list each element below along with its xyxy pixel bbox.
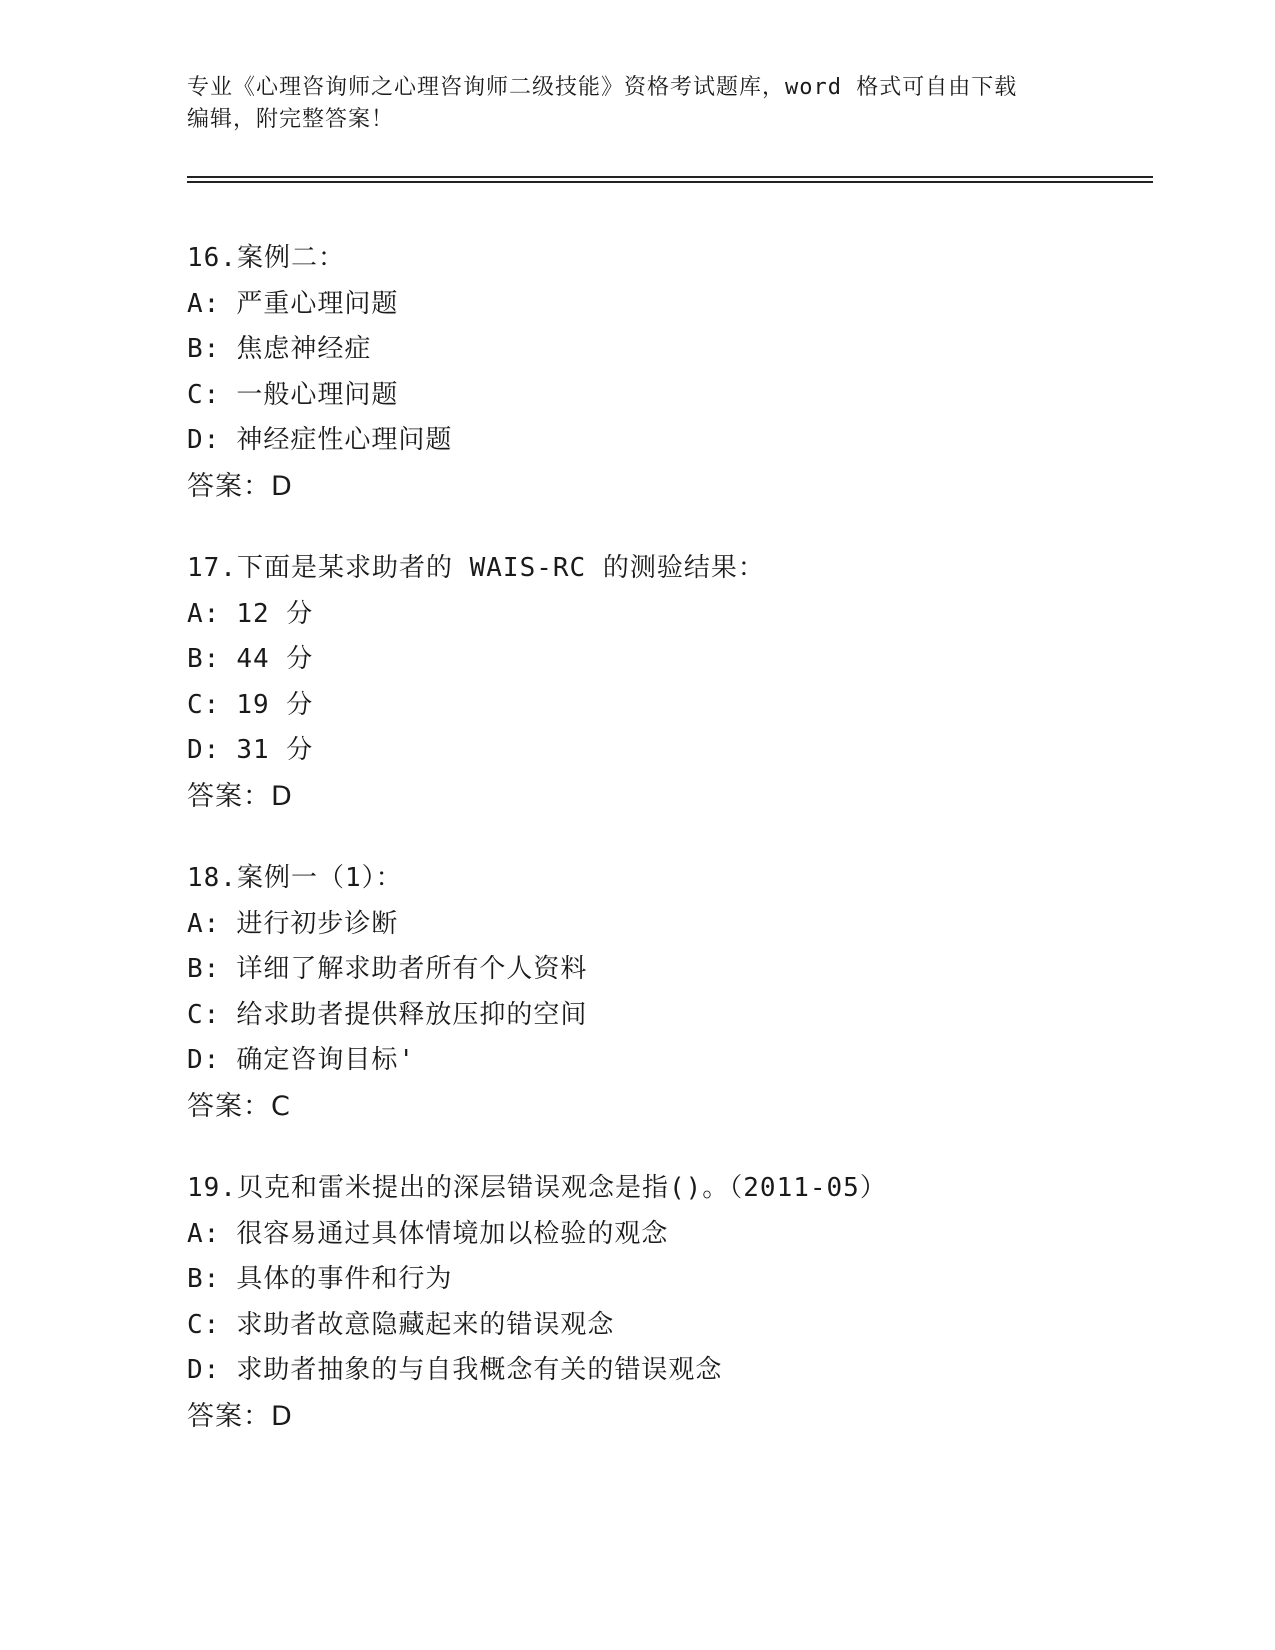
option-text: 严重心理问题 [236,288,399,319]
option-text: 求助者故意隐藏起来的错误观念 [236,1309,615,1340]
option-letter: A: [187,908,221,939]
option-a [187,592,1187,638]
question-stem: 19.贝克和雷米提出的深层错误观念是指()。（2011-05） [187,1173,887,1203]
option-text: 44 分 [236,644,314,674]
answer-line: 答案：C [187,1090,291,1122]
option-c [187,683,1187,729]
option-letter: C: [187,1309,221,1340]
answer-line: 答案：D [187,1400,293,1432]
option-c [187,1303,1187,1349]
option-text: 神经症性心理问题 [236,425,453,455]
question-16 [187,236,1187,509]
option-text: 求助者抽象的与自我概念有关的错误观念 [236,1355,723,1385]
answer-line: 答案：D [187,780,293,812]
question-17 [187,546,1187,819]
option-text: 19 分 [236,689,314,720]
option-letter: D: [187,425,221,455]
option-letter: C: [187,689,221,720]
option-text: 确定咨询目标' [236,1045,415,1075]
answer-line: 答案：D [187,470,293,502]
option-d [187,1348,1187,1394]
question-stem: 18.案例一（1）： [187,863,403,893]
question-18 [187,856,1187,1129]
document-header [187,72,1067,136]
option-text: 给求助者提供释放压抑的空间 [236,999,588,1030]
option-b [187,327,1187,373]
header-divider-bottom [187,181,1153,183]
option-letter: D: [187,1045,221,1075]
option-letter: A: [187,288,221,319]
question-list [187,236,1187,1476]
option-letter: A: [187,598,221,629]
option-d [187,418,1187,464]
option-letter: B: [187,954,221,984]
option-d [187,728,1187,774]
header-line-2: 编辑，附完整答案！ [187,107,395,132]
option-b [187,1257,1187,1303]
option-b [187,947,1187,993]
option-text: 很容易通过具体情境加以检验的观念 [236,1218,669,1249]
option-text: 焦虑神经症 [236,334,372,364]
option-letter: B: [187,334,221,364]
header-divider-top [187,176,1153,178]
option-a [187,902,1187,948]
option-text: 31 分 [236,735,314,765]
option-a [187,282,1187,328]
option-text: 一般心理问题 [236,379,399,410]
option-text: 12 分 [236,598,314,629]
option-b [187,637,1187,683]
option-letter: C: [187,999,221,1030]
option-text: 进行初步诊断 [236,908,399,939]
question-19 [187,1166,1187,1439]
option-c [187,993,1187,1039]
option-letter: D: [187,1355,221,1385]
header-line-1: 专业《心理咨询师之心理咨询师二级技能》资格考试题库，word 格式可自由下载 [187,75,1018,100]
question-stem: 17.下面是某求助者的 WAIS-RC 的测验结果： [187,553,765,583]
question-stem: 16.案例二： [187,243,345,273]
option-letter: A: [187,1218,221,1249]
option-a [187,1212,1187,1258]
option-letter: C: [187,379,221,410]
option-text: 具体的事件和行为 [236,1264,453,1294]
option-letter: B: [187,1264,221,1294]
option-letter: D: [187,735,221,765]
option-d [187,1038,1187,1084]
option-c [187,373,1187,419]
option-letter: B: [187,644,221,674]
option-text: 详细了解求助者所有个人资料 [236,954,588,984]
